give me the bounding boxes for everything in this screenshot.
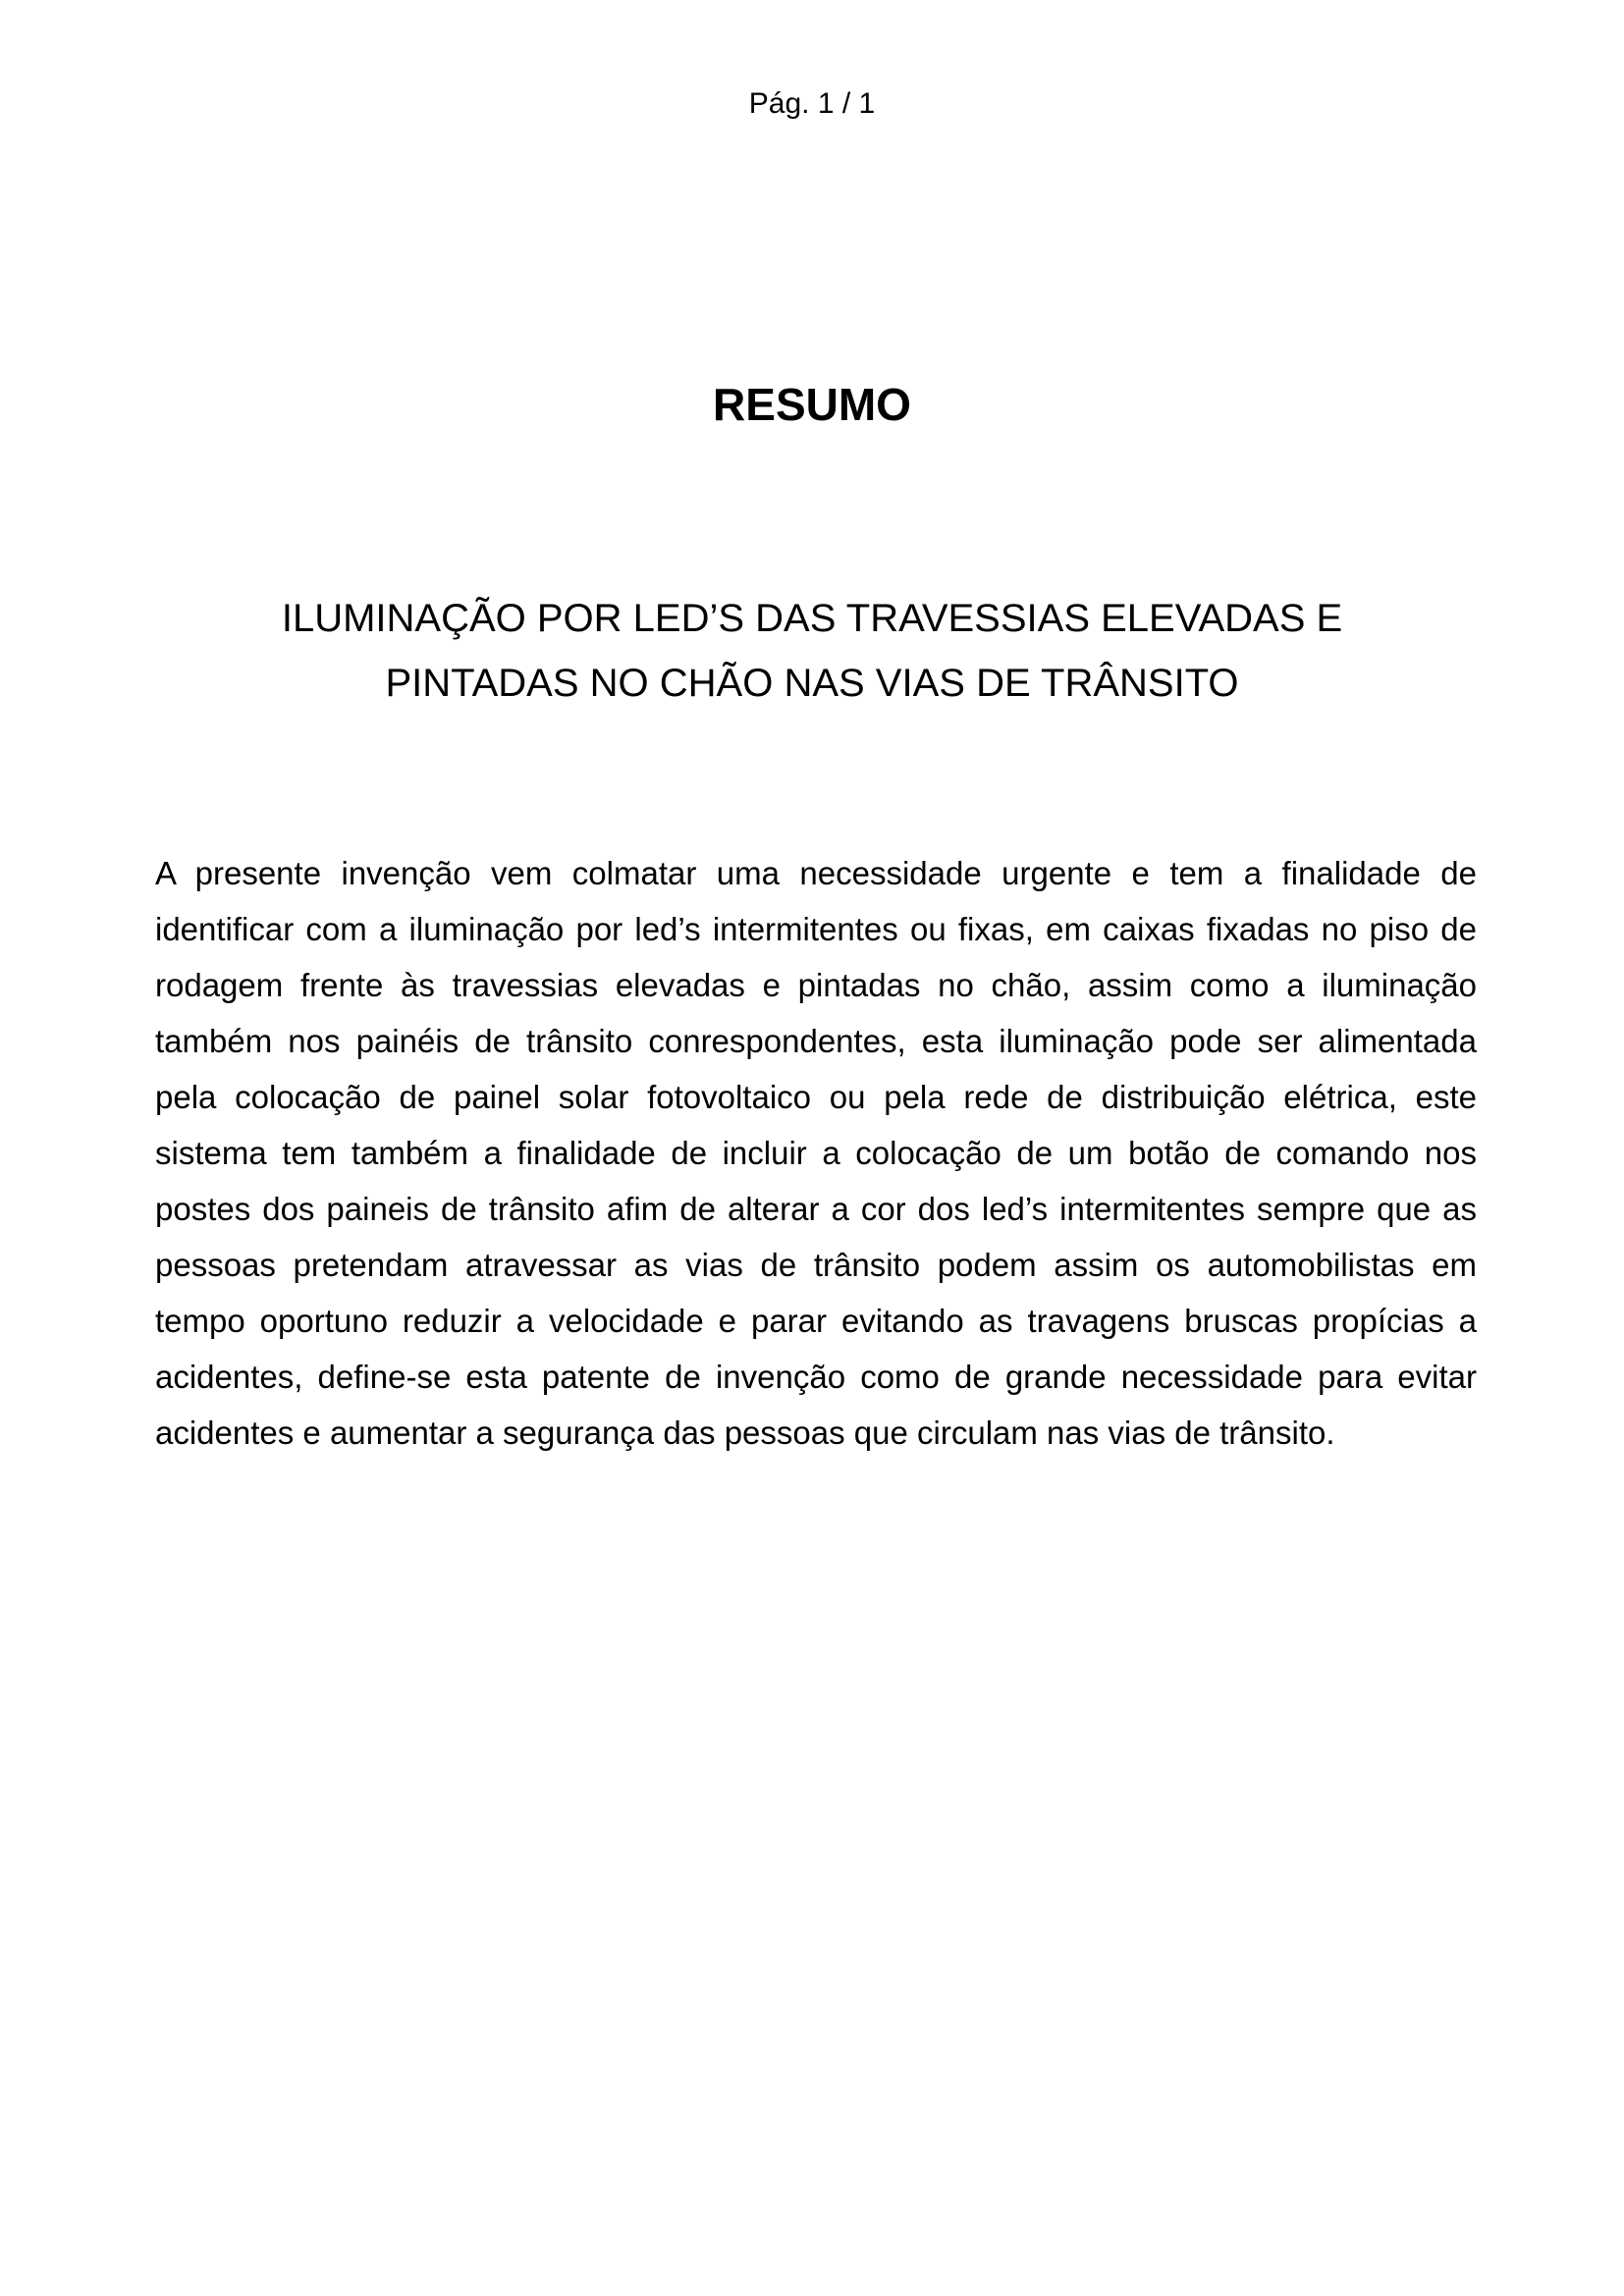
abstract-paragraph: A presente invenção vem colmatar uma necessidade urgente e tem a finalidade de identificar com a iluminação por led’s intermitentes ou fixas, em caixas fixadas no piso de rodagem frente às travessias elevadas e pintadas no chão, assim como a iluminação também nos painéis de trânsito conrespondentes, esta iluminação pode ser alimentada pela colocação de painel solar fotovoltaico ou pela rede de distribuição elétrica, este sistema tem também a finalidade de incluir a colocação de um botão de comando nos postes dos paineis de trânsito afim de alterar a cor dos led’s intermitentes sempre que as pessoas pretendam atravessar as vias de trânsito podem assim os automobilistas em tempo oportuno reduzir a velocidade e parar evitando as travagens bruscas propícias a acidentes, define-se esta patente de invenção como de grande necessidade para evitar acidentes e aumentar a segurança das pessoas que circulam nas vias de trânsito. [155, 855, 1477, 1451]
page-number: Pág. 1 / 1 [748, 87, 876, 120]
invention-title: ILUMINAÇÃO POR LED’S DAS TRAVESSIAS ELEVADAS E PINTADAS NO CHÃO NAS VIAS DE TRÂNSITO [281, 597, 1343, 705]
document-title: RESUMO [713, 379, 911, 430]
